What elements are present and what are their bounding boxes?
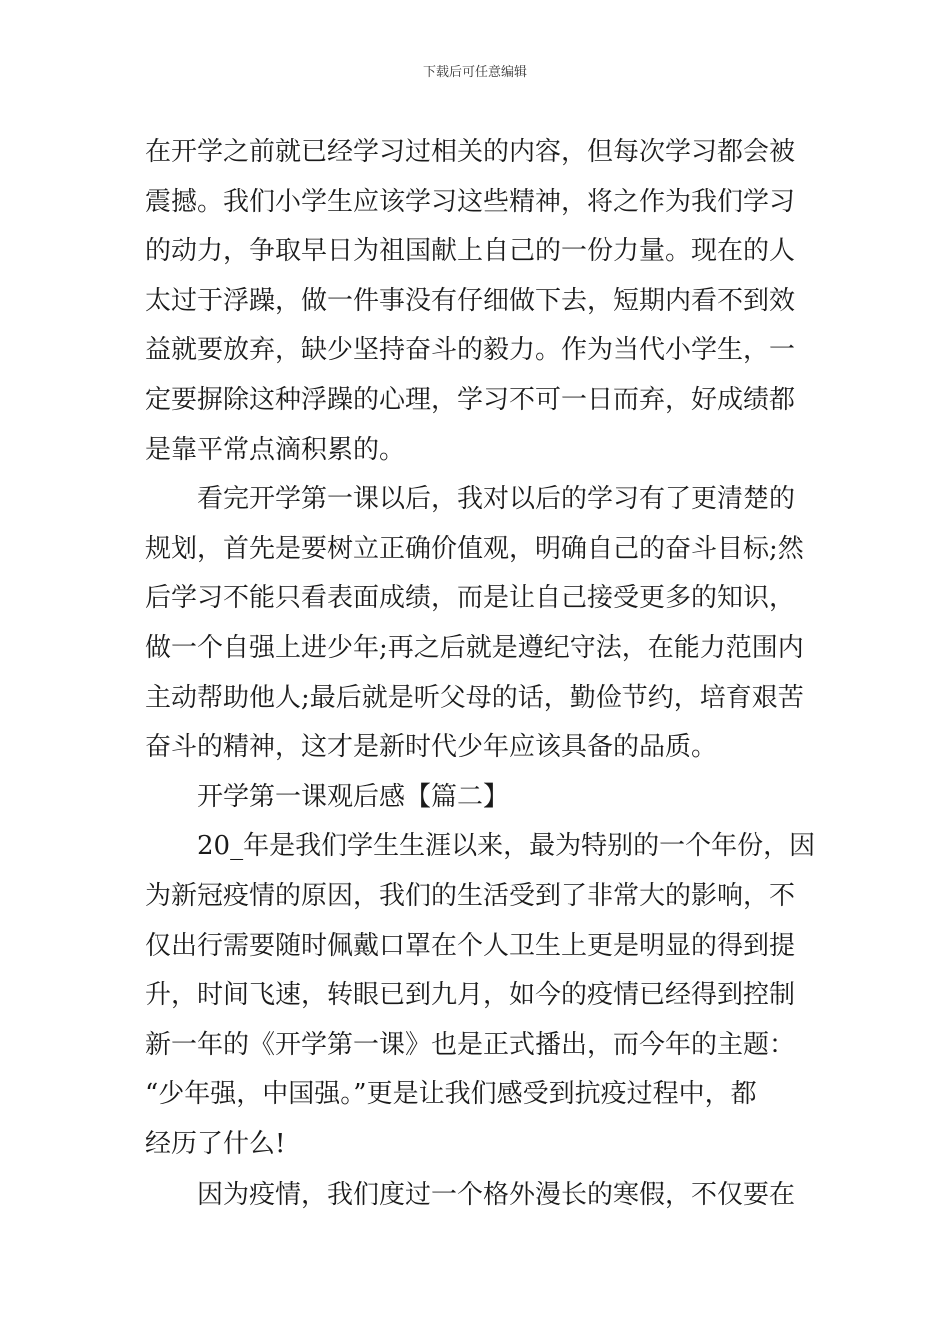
text-line: 震撼。我们小学生应该学习这些精神，将之作为我们学习 [145,186,796,217]
text-line: 主动帮助他人;最后就是听父母的话，勤俭节约，培育艰苦 [145,682,804,713]
text-line: 仅出行需要随时佩戴口罩在个人卫生上更是明显的得到提 [145,930,796,961]
text-line: 太过于浮躁，做一件事没有仔细做下去，短期内看不到效 [145,285,796,316]
text-line: 益就要放弃，缺少坚持奋斗的毅力。作为当代小学生，一 [145,335,796,366]
text-line: 是靠平常点滴积累的。 [145,434,406,465]
text-line: 后学习不能只看表面成绩，而是让自己接受更多的知识， [145,583,796,614]
paragraph-start-line: 看完开学第一课以后，我对以后的学习有了更清楚的 [197,484,796,515]
text-line: 在开学之前就已经学习过相关的内容，但每次学习都会被 [145,137,796,167]
text-line: 经历了什么! [145,1128,286,1159]
text-line: 做一个自强上进少年;再之后就是遵纪守法，在能力范围内 [145,632,804,663]
text-line: 新一年的《开学第一课》也是正式播出，而今年的主题： [145,1029,796,1060]
text-line: 奋斗的精神，这才是新时代少年应该具备的品质。 [145,732,718,763]
document-body [145,128,816,1221]
text-line: “少年强，中国强。”更是让我们感受到抗疫过程中，都 [145,1079,757,1110]
text-line: 定要摒除这种浮躁的心理，学习不可一日而弃，好成绩都 [145,384,796,415]
section-heading: 开学第一课观后感【篇二】 [197,781,510,812]
paragraph-start-line: 因为疫情，我们度过一个格外漫长的寒假，不仅要在 [197,1180,796,1211]
text-line: 升，时间飞速，转眼已到九月，如今的疫情已经得到控制 [145,980,796,1011]
page-header: 下载后可任意编辑 [422,65,527,80]
text-line: 为新冠疫情的原因，我们的生活受到了非常大的影响，不 [145,880,796,911]
text-line: 的动力，争取早日为祖国献上自己的一份力量。现在的人 [145,236,796,267]
text-line: 规划，首先是要树立正确价值观，明确自己的奋斗目标;然 [145,533,804,564]
paragraph-start-line: 20_年是我们学生生涯以来，最为特别的一个年份，因 [197,831,816,862]
